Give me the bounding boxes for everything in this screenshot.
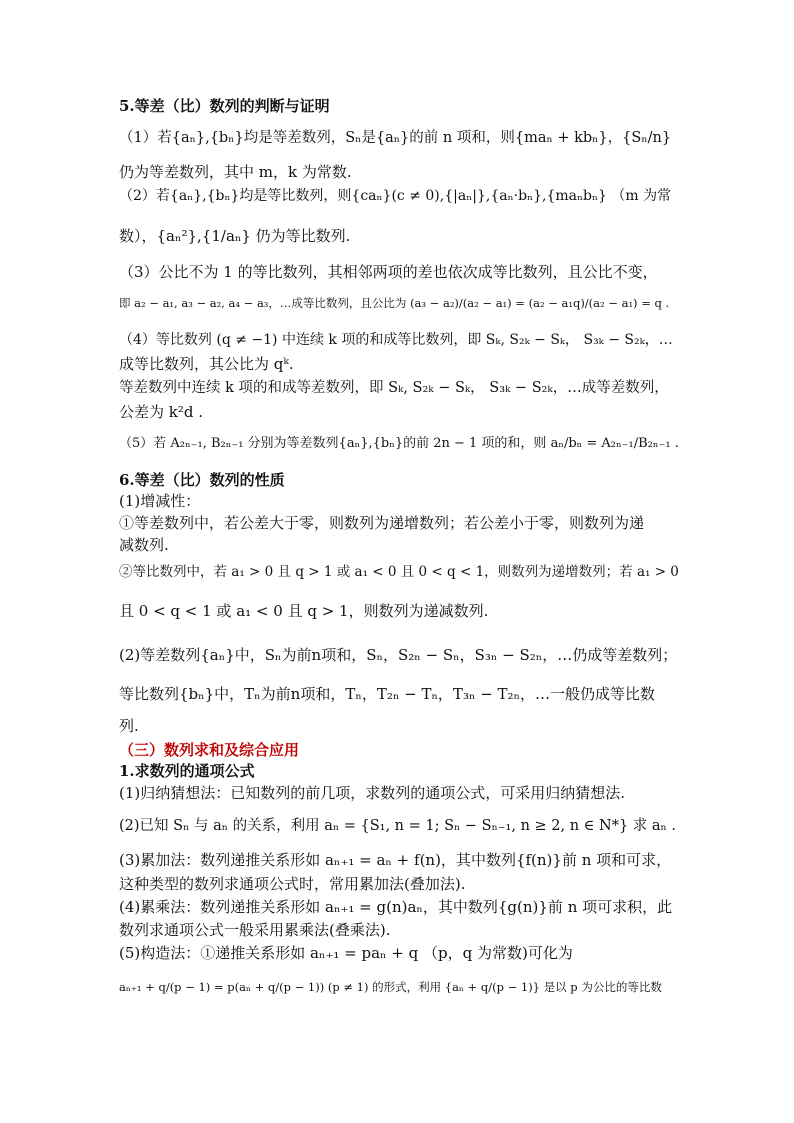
sec5-item2-line1: （2）若{aₙ},{bₙ}均是等比数列，则{caₙ}(c ≠ 0),{|aₙ|},{aₙ·bₙ},{maₙbₙ} （m 为常 (119, 188, 672, 204)
sec6-item2-line3: 列. (119, 717, 139, 735)
sec5-item1-line1: （1）若{aₙ},{bₙ}均是等差数列，Sₙ是{aₙ}的前 n 项和，则{maₙ + kbₙ}，{Sₙ/n} (119, 130, 672, 146)
sec6-monotonicity-label: (1)增减性： (119, 492, 201, 510)
sec6-item2-line1: (2)等差数列{aₙ}中，Sₙ为前n项和，Sₙ，S₂ₙ − Sₙ，S₃ₙ − S₂ₙ，…仍成等差数列； (119, 646, 678, 664)
sec6-mono2-line2: 且 0 < q < 1 或 a₁ < 0 且 q > 1，则数列为递减数列. (119, 602, 489, 620)
sec1-item5-line1: (5)构造法：①递推关系形如 aₙ₊₁ = paₙ + q （p，q 为常数)可化为 (119, 944, 573, 962)
section-6-heading: 6.等差（比）数列的性质 (119, 471, 285, 489)
sec5-item2-line2: 数），{aₙ²},{1/aₙ} 仍为等比数列. (119, 227, 351, 245)
sec6-mono2-line1: ②等比数列中，若 a₁ > 0 且 q > 1 或 a₁ < 0 且 0 < q < 1，则数列为递增数列；若 a₁ > 0 (119, 564, 679, 580)
part-3-heading: （三）数列求和及综合应用 (119, 741, 300, 759)
section-1-heading: 1.求数列的通项公式 (119, 762, 255, 780)
sec5-item4-line3: 等差数列中连续 k 项的和成等差数列，即 Sₖ, S₂ₖ − Sₖ， S₃ₖ − S₂ₖ，…成等差数列， (119, 380, 669, 396)
sec1-item3-line2: 这种类型的数列求通项公式时，常用累加法(叠加法). (119, 875, 466, 893)
section-5-heading: 5.等差（比）数列的判断与证明 (119, 97, 330, 115)
sec5-item4-line2: 成等比数列，其公比为 qᵏ. (119, 355, 294, 373)
sec5-item3-line1: （3）公比不为 1 的等比数列，其相邻两项的差也依次成等比数列，且公比不变， (119, 263, 658, 281)
sec1-item4-line1: (4)累乘法：数列递推关系形如 aₙ₊₁ = g(n)aₙ，其中数列{g(n)}前 n 项可求积，此 (119, 898, 673, 916)
sec1-item2: (2)已知 Sₙ 与 aₙ 的关系，利用 aₙ = {S₁, n = 1; Sₙ − Sₙ₋₁, n ≥ 2, n ∈ N*} 求 aₙ . (119, 818, 677, 834)
sec5-item4-line4: 公差为 k²d . (119, 403, 204, 421)
sec1-item4-line2: 数列求通项公式一般采用累乘法(叠乘法). (119, 921, 391, 939)
sec6-mono1-line1: ①等差数列中，若公差大于零，则数列为递增数列；若公差小于零，则数列为递 (119, 514, 645, 532)
sec6-mono1-line2: 减数列. (119, 536, 169, 554)
sec5-item1-line2: 仍为等差数列，其中 m，k 为常数. (119, 163, 352, 181)
sec6-item2-line2: 等比数列{bₙ}中，Tₙ为前n项和，Tₙ，T₂ₙ − Tₙ，T₃ₙ − T₂ₙ，…一般仍成等比数 (119, 685, 656, 703)
sec1-item1: (1)归纳猜想法：已知数列的前几项，求数列的通项公式，可采用归纳猜想法. (119, 784, 626, 802)
sec5-item3-line2: 即 a₂ − a₁, a₃ − a₂, a₄ − a₃，…成等比数列，且公比为 (a₃ − a₂)/(a₂ − a₁) = (a₂ − a₁q)/(a₂ − a₁) = q . (119, 296, 670, 310)
sec1-item5-line2: aₙ₊₁ + q/(p − 1) = p(aₙ + q/(p − 1)) (p ≠ 1) 的形式，利用 {aₙ + q/(p − 1)} 是以 p 为公比的等比数 (119, 980, 662, 994)
sec5-item5: （5）若 A₂ₙ₋₁, B₂ₙ₋₁ 分别为等差数列{aₙ},{bₙ}的前 2n − 1 项的和，则 aₙ/bₙ = A₂ₙ₋₁/B₂ₙ₋₁ . (119, 436, 679, 451)
sec1-item3-line1: (3)累加法：数列递推关系形如 aₙ₊₁ = aₙ + f(n)，其中数列{f(n)}前 n 项和可求， (119, 851, 672, 869)
sec5-item4-line1: （4）等比数列 (q ≠ −1) 中连续 k 项的和成等比数列，即 Sₖ, S₂ₖ − Sₖ， S₃ₖ − S₂ₖ，… (119, 332, 673, 348)
